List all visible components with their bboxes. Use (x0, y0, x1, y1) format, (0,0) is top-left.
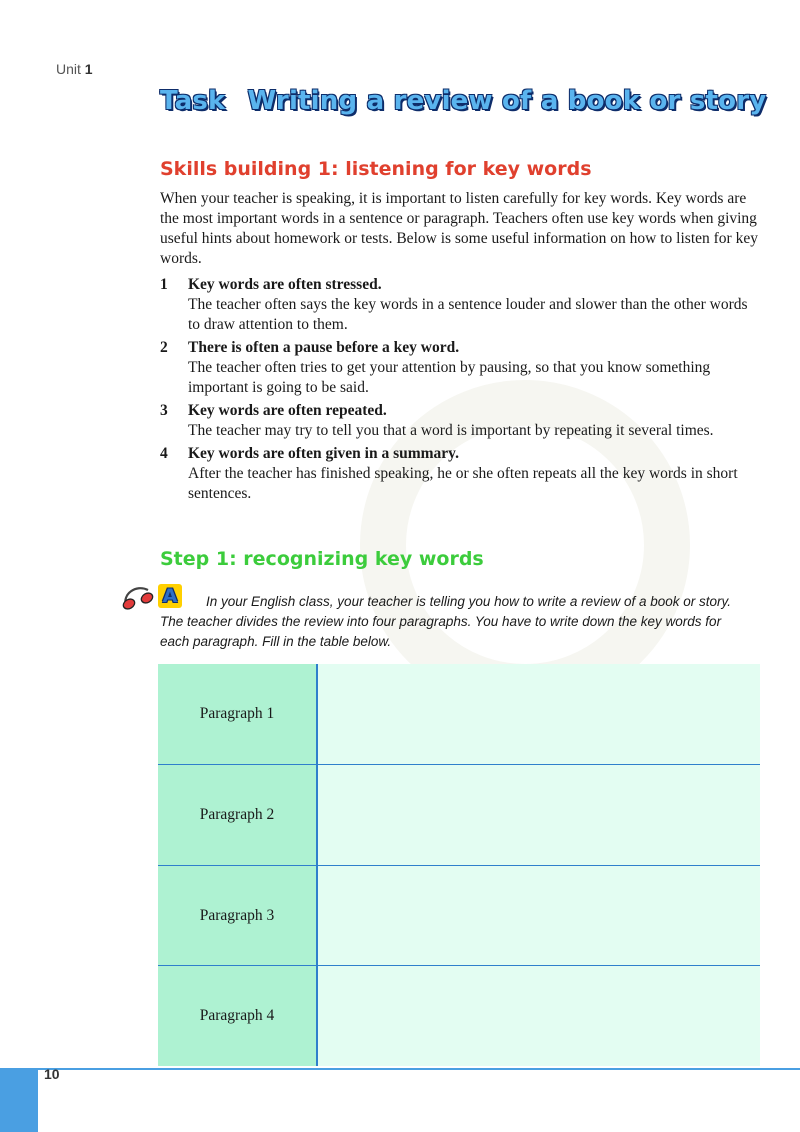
key-word-tips-list (160, 275, 760, 507)
page-title (160, 86, 766, 116)
table-divider (158, 865, 760, 866)
item-title: Key words are often repeated. (188, 402, 387, 419)
skills-intro: When your teacher is speaking, it is important to listen carefully for key words. Key words are the most important words in a sentence or paragraph. Teachers often use key words when giving useful hints about homework or tests. Below is some useful information on how to listen for key words. (160, 190, 758, 267)
table-divider (158, 965, 760, 966)
key-words-answer-cell[interactable] (318, 765, 760, 865)
page-number: 10 (44, 1066, 60, 1082)
unit-label (56, 61, 93, 77)
step-heading: Step 1: recognizing key words (160, 548, 484, 570)
skills-heading: Skills building 1: listening for key words (160, 158, 592, 180)
paragraph-label: Paragraph 4 (158, 966, 316, 1066)
table-column-divider (316, 664, 318, 1066)
unit-number: 1 (84, 61, 93, 77)
item-title: Key words are often stressed. (188, 276, 382, 293)
headphones-icon (120, 584, 156, 617)
item-number: 2 (160, 339, 168, 356)
list-item (160, 401, 760, 441)
item-body: The teacher may try to tell you that a word is important by repeating it several times. (188, 422, 714, 439)
table-row (158, 966, 760, 1066)
key-words-answer-cell[interactable] (318, 966, 760, 1066)
footer-rule (0, 1068, 800, 1070)
key-words-table (158, 664, 760, 1066)
table-row (158, 664, 760, 764)
activity-instructions: In your English class, your teacher is telling you how to write a review of a book or story. The teacher divides the review into four paragraphs. You have to write down the key words for each paragraph. Fill in the table below. (160, 594, 731, 649)
table-divider (158, 764, 760, 765)
item-title: There is often a pause before a key word. (188, 339, 460, 356)
paragraph-label: Paragraph 1 (158, 664, 316, 764)
item-body: After the teacher has finished speaking, he or she often repeats all the key words in short sentences. (188, 465, 738, 502)
unit-prefix: Unit (56, 61, 81, 77)
task-label: Task (160, 86, 226, 116)
table-row (158, 765, 760, 865)
paragraph-label: Paragraph 3 (158, 866, 316, 966)
item-number: 3 (160, 402, 168, 419)
item-body: The teacher often tries to get your attention by pausing, so that you know something important is going to be said. (188, 359, 711, 396)
list-item (160, 275, 760, 335)
task-title-text: Writing a review of a book or story (247, 86, 767, 116)
key-words-answer-cell[interactable] (318, 866, 760, 966)
item-number: 1 (160, 276, 168, 293)
key-words-answer-cell[interactable] (318, 664, 760, 764)
paragraph-label: Paragraph 2 (158, 765, 316, 865)
page-tab (0, 1068, 38, 1132)
item-title: Key words are often given in a summary. (188, 445, 459, 462)
list-item (160, 444, 760, 504)
item-number: 4 (160, 445, 168, 462)
activity-a-badge: A (158, 584, 182, 608)
item-body: The teacher often says the key words in a sentence louder and slower than the other words to draw attention to them. (188, 296, 748, 333)
list-item (160, 338, 760, 398)
table-row (158, 866, 760, 966)
